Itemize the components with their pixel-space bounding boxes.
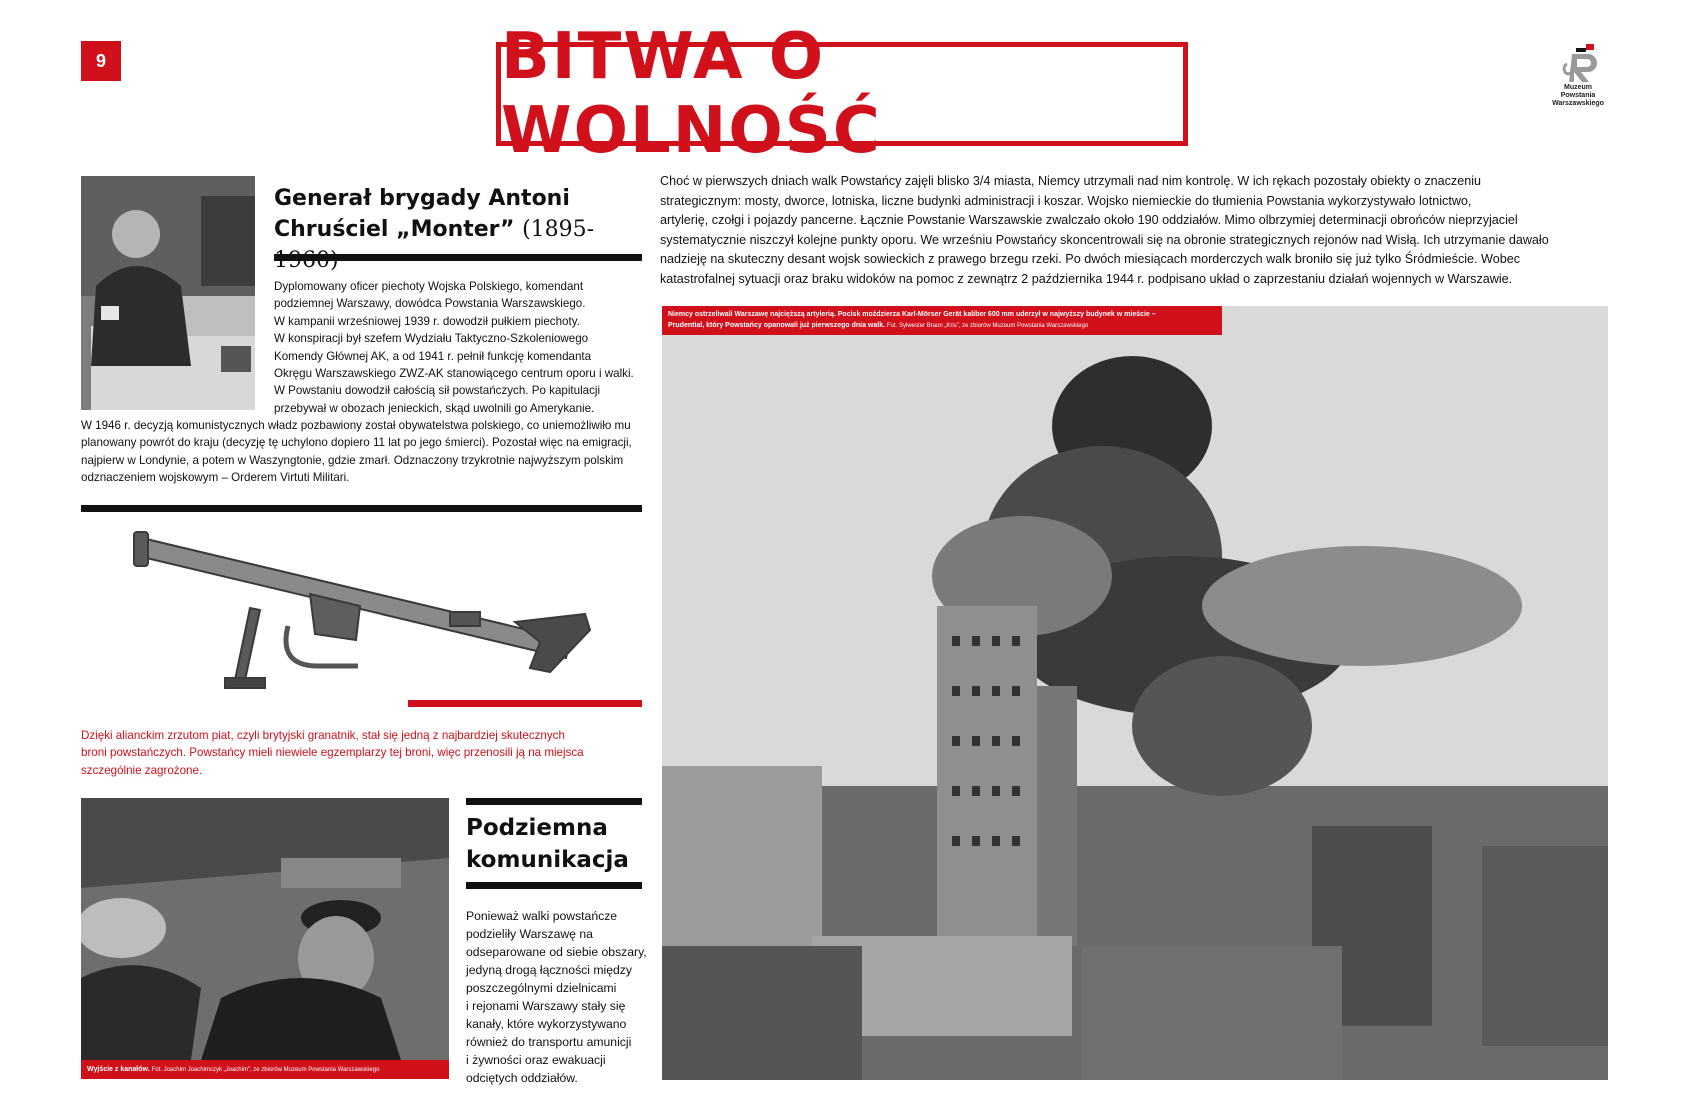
- sewers-text-line: kanały, które wykorzystywano: [466, 1017, 627, 1031]
- sewer-photo-credit: Fot. Joachim Joachimczyk „Joachim”, ze zbiorów Muzeum Powstania Warszawskiego: [151, 1067, 380, 1073]
- sewers-bottom-divider: [466, 882, 642, 889]
- sewers-text-line: Ponieważ walki powstańcze: [466, 909, 618, 923]
- sewers-top-divider: [466, 798, 642, 805]
- bio-line: W kampanii wrześniowej 1939 r. dowodził pułkiem piechoty.: [274, 314, 580, 328]
- main-photo-caption-bar: [662, 306, 1222, 335]
- section-divider: [81, 505, 642, 512]
- page-number-badge: 9: [81, 41, 121, 81]
- bio-line: Komendy Głównej AK, a od 1941 r. pełnił funkcję komendanta: [274, 349, 592, 363]
- bio-name-line2: [274, 214, 644, 276]
- museum-logo-icon: [1540, 40, 1620, 120]
- piat-divider: [408, 700, 642, 707]
- intro-line: katastrofalnej sytuacji oraz braku widoków na pomoc z zewnątrz 2 października 1944 r. podpisano układ o zaprzestaniu działań wojennych w Warszawie.: [660, 271, 1513, 286]
- sewer-photo-caption-bar: [81, 1060, 449, 1079]
- bio-line: W 1946 r. decyzją komunistycznych władz pozbawiony został obywatelstwa polskiego, co uniemożliwiło mu: [81, 419, 631, 432]
- bio-paragraph: [274, 278, 644, 417]
- main-photo-credit: Fot. Sylwester Braun „Kris”, ze zbiorów Muzeum Powstania Warszawskiego: [887, 323, 1089, 329]
- bio-line: Dyplomowany oficer piechoty Wojska Polskiego, komendant: [274, 280, 584, 293]
- general-portrait-photo: [81, 176, 255, 410]
- main-photo-caption-line2: [668, 320, 1216, 332]
- sewers-text-line: podzieliły Warszawę na: [466, 927, 593, 941]
- sewers-heading: Podziemna komunikacja: [466, 815, 629, 873]
- intro-line: strategicznym: mosty, dworce, lotniska, liczne budynki administracji i koszar. Wojsko niemieckie do tłumienia Powstania wykorzystywało lotnictwo,: [660, 193, 1472, 208]
- bio-line: W konspiracji był szefem Wydziału Taktyczno-Szkoleniowego: [274, 332, 589, 346]
- sewers-text-line: odciętych oddziałów.: [466, 1071, 578, 1085]
- bio-name: Chruściel „Monter”: [274, 217, 515, 242]
- bio-divider: [274, 254, 642, 261]
- intro-line: systematycznie niszczył kolejne punkty oporu. We wrześniu Powstańcy skoncentrowali się na obronie strategicznych rejonów nad Wisłą. Ich utrzymanie dawało: [660, 232, 1549, 247]
- sewers-text-line: odseparowane od siebie obszary,: [466, 945, 647, 959]
- page-title: BITWA O WOLNOŚĆ: [501, 20, 882, 168]
- sewer-photo-caption: Wyjście z kanałów.: [87, 1066, 150, 1073]
- bio-name-line1: Generał brygady Antoni: [274, 186, 570, 211]
- piat-caption-line: szczególnie zagrożone.: [81, 763, 203, 777]
- bio-line: najpierw w Londynie, a potem w Waszyngtonie, gdzie zmarł. Odznaczony trzykrotnie najwyższym polskim: [81, 453, 624, 467]
- piat-caption-line: broni powstańczych. Powstańcy mieli niewiele egzemplarzy tej broni, więc przenosili ją na miejsca: [81, 746, 584, 760]
- bio-line: odznaczeniem wojskowym – Orderem Virtuti Militari.: [81, 471, 350, 485]
- sewers-text-line: również do transportu amunicji: [466, 1035, 632, 1049]
- sewer-exit-photo: [81, 798, 449, 1060]
- museum-logo-text: Muzeum Powstania Warszawskiego: [1552, 84, 1604, 107]
- intro-line: nadzieję na skuteczny desant wojsk sowieckich z prawego brzegu rzeki. Po dwóch miesiącach morderczych walk broniło się już tylko Śródmieście. Wobec: [660, 252, 1521, 266]
- sewers-text-line: jedyną drogą łączności między: [466, 963, 632, 977]
- bio-line: przebywał w obozach jenieckich, skąd uwolnili go Amerykanie.: [274, 401, 595, 415]
- bio-paragraph-continued: [81, 417, 651, 487]
- prudential-explosion-photo: [662, 306, 1608, 1080]
- piat-caption: [81, 727, 651, 779]
- bio-heading: [274, 183, 644, 276]
- bio-line: W Powstaniu dowodził całością sił powstańczych. Po kapitulacji: [274, 384, 601, 398]
- main-photo-caption-line1: Niemcy ostrzeliwali Warszawę najcięższą artylerią. Pocisk moździerza Karl-Mörser Gerät kaliber 600 mm uderzył w najwyższy budynek w mieście –: [668, 311, 1156, 318]
- intro-line: artylerię, czołgi i pojazdy pancerne. Łącznie Powstanie Warszawskie zwalczało około 190 oddziałów. Mimo olbrzymiej determinacji obrońców nieprzyjaciel: [660, 213, 1518, 227]
- main-photo-caption: Prudential, który Powstańcy opanowali już pierwszego dnia walk.: [668, 322, 886, 329]
- piat-weapon-image: [130, 530, 600, 710]
- bio-line: Okręgu Warszawskiego ZWZ-AK stanowiącego centrum oporu i walki.: [274, 367, 634, 381]
- sewers-text-line: poszczególnymi dzielnicami: [466, 981, 617, 995]
- main-intro-text: [660, 172, 1675, 289]
- intro-line: Choć w pierwszych dniach walk Powstańcy zajęli blisko 3/4 miasta, Niemcy utrzymali nad nim kontrolę. W ich rękach pozostały obiekty o znaczeniu: [660, 174, 1482, 188]
- piat-caption-line: Dzięki alianckim zrzutom piat, czyli brytyjski granatnik, stał się jedną z najbardziej skutecznych: [81, 729, 565, 742]
- bio-line: planowany powrót do kraju (decyzję tę uchylono dopiero 11 lat po jego śmierci). Pozostał więc na emigracji,: [81, 436, 632, 450]
- bio-years: (1895-: [522, 217, 595, 242]
- sewers-text: [466, 907, 656, 1087]
- bio-line: podziemnej Warszawy, dowódca Powstania Warszawskiego.: [274, 297, 586, 311]
- title-box: [496, 20, 1188, 168]
- sewers-text-line: i rejonami Warszawy stały się: [466, 999, 626, 1013]
- sewers-text-line: i żywności oraz ewakuacji: [466, 1053, 606, 1067]
